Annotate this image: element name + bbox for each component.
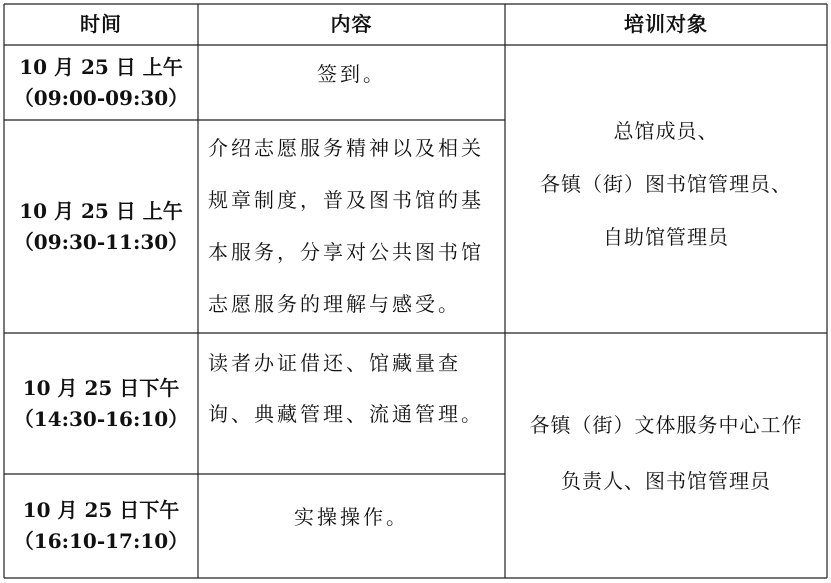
audience-line: 各镇（街）图书馆管理员、 [540,171,792,196]
time-cell [4,474,198,578]
content-cell [198,120,505,333]
audience-cell [505,45,827,333]
content-text: 读者办证借还、馆藏量查询、典藏管理、流通管理。 [208,351,484,426]
audience-line: 负责人、图书馆管理员 [561,469,771,493]
content-cell [198,45,505,103]
content-text: 介绍志愿服务精神以及相关规章制度，普及图书馆的基本服务，分享对公共图书馆志愿服务的理解与感受。 [208,136,484,316]
content-text: 实操操作。 [294,504,409,529]
time-date: 10 月 25 日 上午 [19,198,183,223]
header-audience: 培训对象 [624,12,708,36]
content-text: 签到。 [317,61,386,86]
content-cell [198,474,505,560]
time-date: 10 月 25 日下午 [22,375,180,400]
time-range: （09:00-09:30） [13,85,189,110]
audience-line: 自助馆管理员 [603,224,729,249]
header-content: 内容 [330,12,373,36]
audience-line: 总馆成员、 [613,118,719,143]
time-range: （09:30-11:30） [13,229,189,254]
time-date: 10 月 25 日下午 [22,498,180,522]
content-cell [198,333,505,474]
header-time: 时间 [80,12,122,36]
time-cell [4,45,198,120]
time-range: （16:10-17:10） [13,529,189,553]
audience-line: 各镇（街）文体服务中心工作 [529,413,803,437]
audience-cell [505,333,827,578]
time-cell [4,120,198,333]
time-date: 10 月 25 日 上午 [19,54,183,79]
time-range: （14:30-16:10） [13,406,189,431]
time-cell [4,333,198,474]
